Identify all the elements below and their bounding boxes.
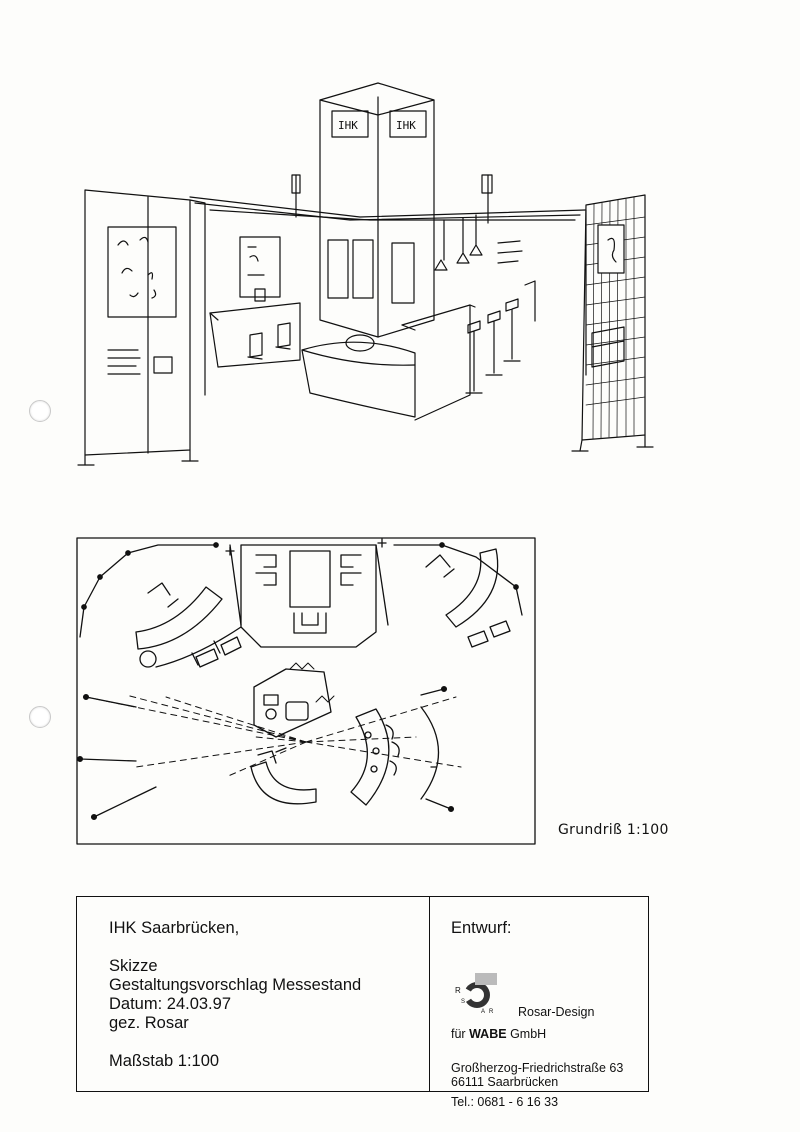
drawn-by: gez. Rosar [109,1014,189,1032]
plan-left-wall [80,543,241,637]
floor-plan-frame [77,538,535,844]
drawing-scale: Maßstab 1:100 [109,1052,220,1070]
stand-perspective-sketch [70,75,680,475]
svg-text:R: R [489,1009,494,1015]
design-heading: Entwurf: [451,919,512,937]
document-date: Datum: 24.03.97 [109,995,231,1013]
punch-hole-lower [29,706,51,728]
title-block-project-info [109,919,361,1071]
client-name: IHK Saarbrücken, [109,919,240,937]
punch-hole-upper [29,400,51,422]
plan-reception [254,663,334,737]
client-company-line [451,1027,546,1041]
rosar-logo-icon [453,971,497,1015]
plan-scale-label: Grundriß 1:100 [558,822,669,838]
company-phone: Tel.: 0681 - 6 16 33 [451,1095,559,1109]
plan-lower-counter [251,748,316,804]
reception-counter [302,335,415,417]
designer-name: Rosar-Design [518,1005,595,1019]
company-name: WABE [469,1027,507,1041]
tower-logo-right: IHK [396,119,416,132]
svg-text:A: A [481,1009,486,1015]
title-block-designer-info [451,919,641,1109]
right-mesh-wall [572,195,653,451]
company-street: Großherzog-Friedrichstraße 63 [451,1061,624,1075]
bar-and-stools [402,215,535,420]
title-block-divider [429,897,430,1091]
svg-text:R: R [455,986,461,995]
designer-logo-row [451,979,641,1019]
left-wall [78,190,198,465]
company-prefix: für [451,1027,466,1041]
company-city: 66111 Saarbrücken [451,1075,559,1089]
plan-left-desk [136,583,241,667]
plan-right-desk [426,549,510,647]
company-suffix: GmbH [510,1027,547,1041]
plan-right-wall [376,539,522,625]
document-type: Skizze [109,957,158,975]
svg-text:S: S [461,999,466,1005]
title-block [76,896,649,1109]
floor-plan-drawing [76,537,536,845]
tower [320,83,434,337]
company-address [451,1061,623,1089]
plan-back-room [241,545,376,647]
back-office [210,237,300,367]
tower-logo-left: IHK [338,119,358,132]
document-subject: Gestaltungsvorschlag Messestand [109,976,362,994]
